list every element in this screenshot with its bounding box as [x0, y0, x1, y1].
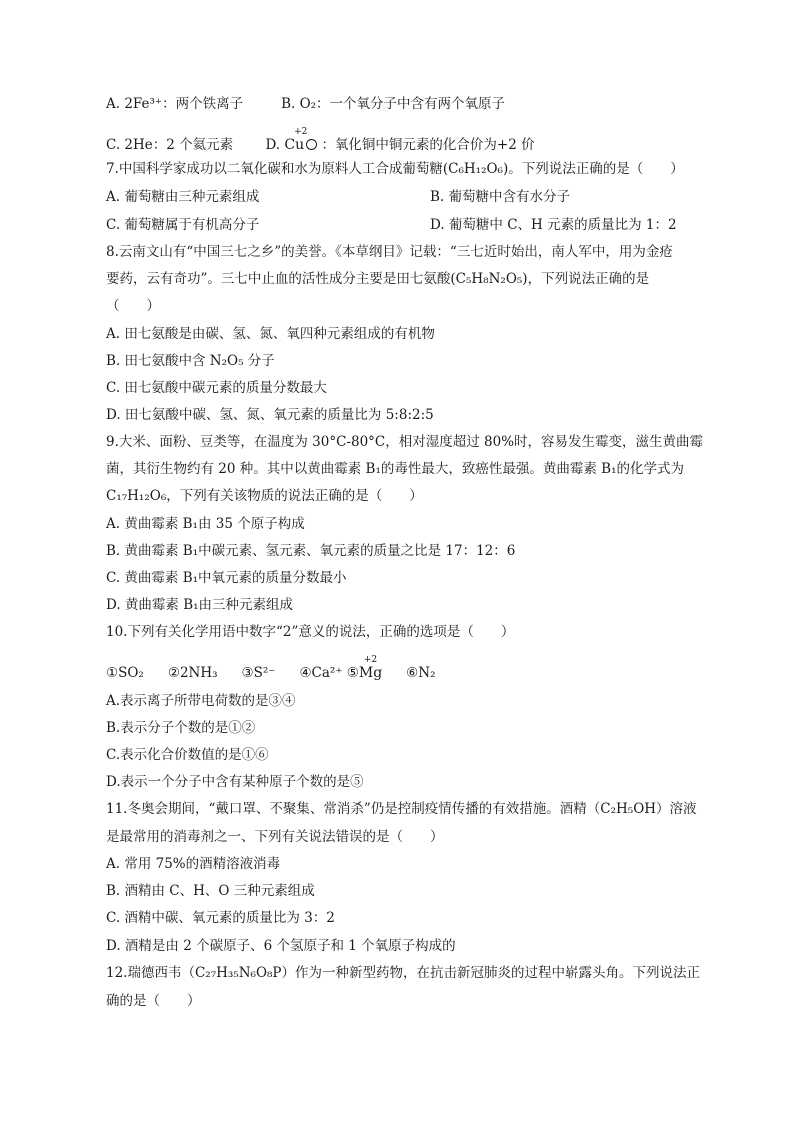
q11-option-d: D. 酒精是由 2 个碳原子、6 个氢原子和 1 个氧原子构成的 — [106, 938, 456, 954]
q8-option-a: A. 田七氨酸是由碳、氢、氮、氧四种元素组成的有机物 — [106, 326, 435, 342]
q9-stem-line3: C₁₇H₁₂O₆，下列有关该物质的说法正确的是（ ） — [106, 488, 423, 504]
oxygen-symbol-o — [306, 139, 317, 150]
q8-stem-line1: 8.云南文山有“中国三七之乡”的美誉。《本草纲目》记载：“三七近时始出，南人军中，用为金疮 — [106, 244, 673, 260]
q11-option-c: C. 酒精中碳、氧元素的质量比为 3：2 — [106, 910, 335, 926]
q10-item-2: ②2NH₃ — [167, 665, 218, 681]
q10-item-5: ⑤ +2 Mg — [346, 655, 383, 681]
q11-stem-line2: 是最常用的消毒剂之一、下列有关说法错误的是（ ） — [106, 829, 444, 845]
prev-question-options-row2 — [106, 128, 535, 153]
q8-stem-line3: （ ） — [106, 298, 160, 314]
q10-option-d: D.表示一个分子中含有某种原子个数的是⑤ — [106, 774, 364, 790]
q10-item-6: ⑥N₂ — [406, 665, 436, 681]
q9-option-a: A. 黄曲霉素 B₁由 35 个原子构成 — [106, 516, 305, 532]
q11-option-b: B. 酒精由 C、H、O 三种元素组成 — [106, 883, 315, 899]
q9-option-b: B. 黄曲霉素 B₁中碳元素、氢元素、氧元素的质量之比是 17：12：6 — [106, 543, 516, 559]
q9-option-c: C. 黄曲霉素 B₁中氧元素的质量分数最小 — [106, 570, 347, 586]
q9-option-d: D. 黄曲霉素 B₁由三种元素组成 — [106, 597, 294, 613]
q8-option-c: C. 田七氨酸中碳元素的质量分数最大 — [106, 380, 327, 396]
q10-item-1: ①SO₂ — [106, 665, 144, 681]
q10-stem: 10.下列有关化学用语中数字“2”意义的说法，正确的选项是（ ） — [106, 624, 515, 640]
q7-option-a: A. 葡萄糖由三种元素组成 — [106, 189, 260, 205]
q7-option-b: B. 葡萄糖中含有水分子 — [430, 189, 571, 205]
q8-option-b: B. 田七氨酸中含 N₂O₅ 分子 — [106, 353, 275, 369]
q12-stem-line1: 12.瑞德西韦（C₂₇H₃₅N₆O₈P）作为一种新型药物，在抗击新冠肺炎的过程中崭露头角。下列说法正 — [106, 965, 701, 981]
q10-items — [106, 656, 436, 681]
q11-stem-line1: 11.冬奥会期间，“戴口罩、不聚集、常消杀”仍是控制疫情传播的有效措施。酒精（C₂H₅OH）溶液 — [106, 801, 697, 817]
q10-option-a: A.表示离子所带电荷数的是③④ — [106, 693, 296, 709]
q7-option-c: C. 葡萄糖属于有机高分子 — [106, 217, 260, 233]
q7-option-d: D. 葡萄糖中 C、H 元素的质量比为 1：2 — [430, 217, 677, 233]
q10-option-c: C.表示化合价数值的是①⑥ — [106, 747, 269, 763]
q11-option-a: A. 常用 75%的酒精溶液消毒 — [106, 856, 281, 872]
option-a: A. 2Fe³⁺：两个铁离子 — [106, 96, 244, 112]
q9-stem-line1: 9.大米、面粉、豆类等，在温度为 30°C-80°C，相对湿度超过 80%时，容易发生霉变，滋生黄曲霉 — [106, 434, 704, 450]
option-d: D. +2 Cu ：氧化铜中铜元素的化合价为+2 价 — [265, 127, 535, 153]
prev-question-options-row1 — [106, 98, 505, 112]
q10-item-4: ④Ca²⁺ — [299, 665, 343, 681]
q8-option-d: D. 田七氨酸中碳、氢、氮、氧元素的质量比为 5:8:2:5 — [106, 407, 434, 423]
q12-stem-line2: 确的是（ ） — [106, 993, 201, 1009]
q9-stem-line2: 菌，其衍生物约有 20 种。其中以黄曲霉素 B₁的毒性最大，致癌性最强。黄曲霉素 B₁的化学式为 — [106, 461, 685, 477]
q8-stem-line2: 要药，云有奇功”。三七中止血的活性成分主要是田七氨酸(C₅H₈N₂O₅)，下列说法正确的是 — [106, 271, 650, 287]
valence-notation: +2 Cu — [284, 128, 317, 153]
q10-item-3: ③S²⁻ — [241, 665, 276, 681]
option-b: B. O₂：一个氧分子中含有两个氧原子 — [281, 96, 506, 112]
option-c: C. 2He：2 个氦元素 — [106, 137, 234, 153]
valence-notation: +2 Mg — [358, 655, 383, 681]
q7-stem: 7.中国科学家成功以二氧化碳和水为原料人工合成葡萄糖(C₆H₁₂O₆)。下列说法正确的是（ ） — [106, 161, 684, 177]
q10-option-b: B.表示分子个数的是①② — [106, 720, 256, 736]
